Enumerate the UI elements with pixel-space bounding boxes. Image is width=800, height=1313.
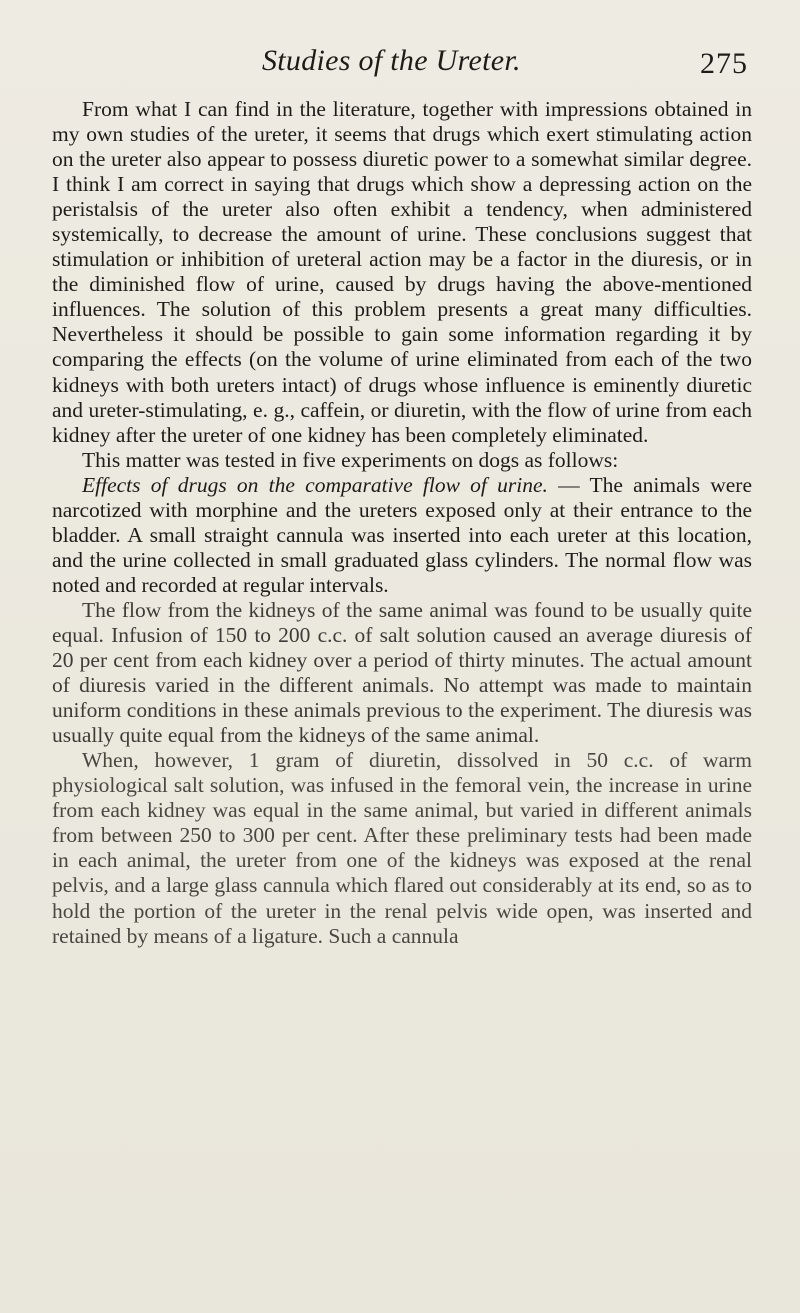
running-title: Studies of the Ureter. xyxy=(262,44,521,77)
section-lead: Effects of drugs on the comparative flow of urine. xyxy=(82,472,548,497)
paragraph-1: From what I can find in the literature, together with impressions obtained in my own studies of the ureter, it seems that drugs which exert stimulating action on the ureter also appear to possess diuretic power to a somewhat similar degree. I think I am correct in saying that drugs which show a depressing action on the peristalsis of the ureter also often exhibit a tendency, when administered systemically, to decrease the amount of urine. These conclusions suggest that stimulation or inhibition of ureteral action may be a factor in the diuresis, or in the diminished flow of urine, caused by drugs having the above-mentioned influences. The solution of this problem presents a great many difficulties. Nevertheless it should be possible to gain some information regarding it by comparing the effects (on the volume of urine eliminated from each of the two kidneys with both ureters intact) of drugs whose influence is eminently diuretic and ureter-stimulating, e. g., caffein, or diuretin, with the flow of urine from each kidney after the ureter of one kidney has been completely eliminated. xyxy=(52,97,752,447)
paragraph-2: This matter was tested in five experiments on dogs as follows: xyxy=(82,447,619,472)
paragraph-3-text: — The animals were narcotized with morphine and the ureters exposed only at their entrance to the bladder. A small straight cannula was inserted into each ureter at this location, and the urine collected in small graduated glass cylinders. The normal flow was noted and recorded at regular intervals. xyxy=(52,472,753,597)
page-number: 275 xyxy=(700,47,748,80)
paragraph-4: The flow from the kidneys of the same animal was found to be usually quite equal. Infusion of 150 to 200 c.c. of salt solution caused an average diuresis of 20 per cent from each kidney over a period of thirty minutes. The actual amount of diuresis varied in the different animals. No attempt was made to maintain uniform conditions in these animals previous to the experiment. The diuresis was usually quite equal from the kidneys of the same animal. xyxy=(52,597,752,748)
paragraph-5: When, however, 1 gram of diuretin, dissolved in 50 c.c. of warm physiological salt solution, was infused in the femoral vein, the increase in urine from each kidney was equal in the same animal, but varied in different animals from between 250 to 300 per cent. After these preliminary tests had been made in each animal, the ureter from one of the kidneys was exposed at the renal pelvis, and a large glass cannula which flared out considerably at its end, so as to hold the portion of the ureter in the renal pelvis wide open, was inserted and retained by means of a ligature. Such a cannula xyxy=(52,748,752,948)
page-header xyxy=(0,44,800,88)
paragraph-3 xyxy=(52,473,752,598)
body-text xyxy=(52,97,752,949)
